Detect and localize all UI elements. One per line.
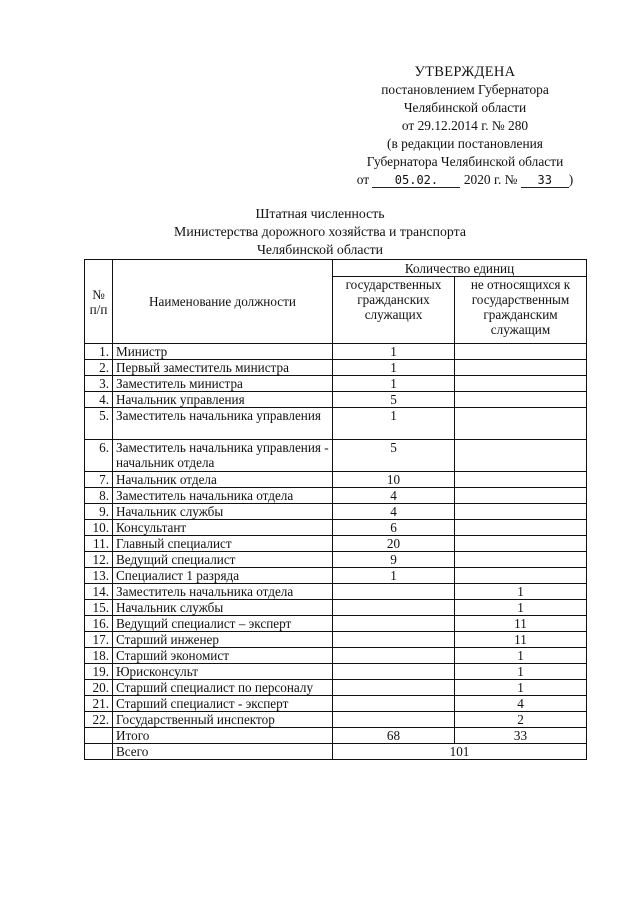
table-row [85, 584, 587, 600]
non-gov-count [455, 344, 587, 360]
row-number: 15. [85, 600, 113, 616]
non-gov-count: 2 [455, 712, 587, 728]
position-name: Государственный инспектор [113, 712, 333, 728]
approval-date-line [340, 171, 590, 189]
row-number: 14. [85, 584, 113, 600]
row-number: 6. [85, 440, 113, 472]
table-row [85, 408, 587, 440]
gov-count: 9 [333, 552, 455, 568]
approval-line-2: Челябинской области [403, 100, 527, 115]
header-count: Количество единиц [333, 260, 587, 277]
position-name: Заместитель начальника управления [113, 408, 333, 440]
approval-line-3: от 29.12.2014 г. № 280 [401, 118, 529, 133]
approval-line-4: (в редакции постановления [387, 136, 543, 151]
gov-count: 20 [333, 536, 455, 552]
table-row [85, 360, 587, 376]
row-number: 4. [85, 392, 113, 408]
heading-line-1: Штатная численность [255, 206, 385, 221]
header-non-gov-employees: не относящихся к государственным гражданским служащим [455, 277, 587, 344]
header-number: № п/п [85, 260, 113, 344]
document-heading [120, 205, 520, 259]
position-name: Старший экономист [113, 648, 333, 664]
gov-count: 10 [333, 472, 455, 488]
non-gov-count [455, 488, 587, 504]
non-gov-count [455, 536, 587, 552]
table-row [85, 568, 587, 584]
row-number: 3. [85, 376, 113, 392]
position-name: Заместитель начальника управления - начальник отдела [113, 440, 333, 472]
table-row [85, 632, 587, 648]
total-row [85, 728, 587, 744]
non-gov-count: 1 [455, 584, 587, 600]
non-gov-count [455, 520, 587, 536]
closing-paren: ) [568, 172, 574, 187]
position-name: Начальник управления [113, 392, 333, 408]
gov-count [333, 648, 455, 664]
gov-count: 5 [333, 440, 455, 472]
grand-total-value: 101 [333, 744, 587, 760]
non-gov-count [455, 392, 587, 408]
position-name: Специалист 1 разряда [113, 568, 333, 584]
table-row [85, 664, 587, 680]
non-gov-count: 1 [455, 680, 587, 696]
table-row [85, 392, 587, 408]
heading-line-2: Министерства дорожного хозяйства и транспорта [174, 224, 466, 239]
table-row [85, 472, 587, 488]
gov-count [333, 600, 455, 616]
table-row [85, 488, 587, 504]
table-row [85, 376, 587, 392]
non-gov-count [455, 408, 587, 440]
gov-count [333, 680, 455, 696]
non-gov-count [455, 568, 587, 584]
row-number: 11. [85, 536, 113, 552]
staff-table [84, 259, 587, 760]
non-gov-count: 1 [455, 648, 587, 664]
non-gov-count: 1 [455, 600, 587, 616]
row-number: 22. [85, 712, 113, 728]
table-row [85, 552, 587, 568]
table-row [85, 616, 587, 632]
row-number: 5. [85, 408, 113, 440]
non-gov-count [455, 504, 587, 520]
heading-line-3: Челябинской области [256, 242, 384, 257]
row-number: 13. [85, 568, 113, 584]
gov-count: 1 [333, 360, 455, 376]
date-prefix: от [356, 172, 370, 187]
gov-count [333, 616, 455, 632]
row-number: 12. [85, 552, 113, 568]
position-name: Заместитель министра [113, 376, 333, 392]
header-gov-employees: государственных гражданских служащих [333, 277, 455, 344]
approval-line-5: Губернатора Челябинской области [366, 154, 564, 169]
gov-count [333, 632, 455, 648]
number-value: 33 [521, 173, 569, 188]
position-name: Главный специалист [113, 536, 333, 552]
gov-count [333, 696, 455, 712]
position-name: Начальник службы [113, 600, 333, 616]
position-name: Старший инженер [113, 632, 333, 648]
row-number: 16. [85, 616, 113, 632]
gov-count: 4 [333, 488, 455, 504]
non-gov-count [455, 440, 587, 472]
non-gov-count: 11 [455, 632, 587, 648]
year-text: 2020 г. № [463, 172, 518, 187]
table-row [85, 696, 587, 712]
total-label: Итого [113, 728, 333, 744]
approval-title: УТВЕРЖДЕНА [414, 64, 516, 80]
table-row [85, 344, 587, 360]
row-number: 18. [85, 648, 113, 664]
gov-count: 1 [333, 376, 455, 392]
row-number: 10. [85, 520, 113, 536]
position-name: Старший специалист по персоналу [113, 680, 333, 696]
row-number: 8. [85, 488, 113, 504]
total-empty-cell [85, 728, 113, 744]
gov-count [333, 664, 455, 680]
total-gov: 68 [333, 728, 455, 744]
table-row [85, 712, 587, 728]
gov-count: 1 [333, 344, 455, 360]
non-gov-count: 1 [455, 664, 587, 680]
non-gov-count: 11 [455, 616, 587, 632]
total-non-gov: 33 [455, 728, 587, 744]
position-name: Заместитель начальника отдела [113, 488, 333, 504]
row-number: 17. [85, 632, 113, 648]
table-row [85, 520, 587, 536]
position-name: Заместитель начальника отдела [113, 584, 333, 600]
grand-total-label: Всего [113, 744, 333, 760]
row-number: 7. [85, 472, 113, 488]
position-name: Ведущий специалист [113, 552, 333, 568]
position-name: Министр [113, 344, 333, 360]
gov-count: 1 [333, 408, 455, 440]
grand-empty-cell [85, 744, 113, 760]
table-row [85, 648, 587, 664]
non-gov-count: 4 [455, 696, 587, 712]
gov-count: 6 [333, 520, 455, 536]
position-name: Ведущий специалист – эксперт [113, 616, 333, 632]
row-number: 9. [85, 504, 113, 520]
position-name: Начальник службы [113, 504, 333, 520]
table-row [85, 440, 587, 472]
non-gov-count [455, 472, 587, 488]
non-gov-count [455, 376, 587, 392]
row-number: 19. [85, 664, 113, 680]
approval-stamp [340, 63, 590, 189]
position-name: Юрисконсульт [113, 664, 333, 680]
row-number: 1. [85, 344, 113, 360]
position-name: Консультант [113, 520, 333, 536]
gov-count: 4 [333, 504, 455, 520]
table-row [85, 504, 587, 520]
position-name: Первый заместитель министра [113, 360, 333, 376]
date-value: 05.02. [372, 173, 460, 188]
row-number: 20. [85, 680, 113, 696]
row-number: 21. [85, 696, 113, 712]
gov-count: 1 [333, 568, 455, 584]
approval-line-1: постановлением Губернатора [381, 82, 549, 97]
grand-total-row [85, 744, 587, 760]
table-body [85, 344, 587, 728]
gov-count [333, 584, 455, 600]
gov-count [333, 712, 455, 728]
position-name: Начальник отдела [113, 472, 333, 488]
table-row [85, 600, 587, 616]
table-row [85, 536, 587, 552]
row-number: 2. [85, 360, 113, 376]
header-position: Наименование должности [113, 260, 333, 344]
gov-count: 5 [333, 392, 455, 408]
non-gov-count [455, 552, 587, 568]
non-gov-count [455, 360, 587, 376]
table-row [85, 680, 587, 696]
position-name: Старший специалист - эксперт [113, 696, 333, 712]
